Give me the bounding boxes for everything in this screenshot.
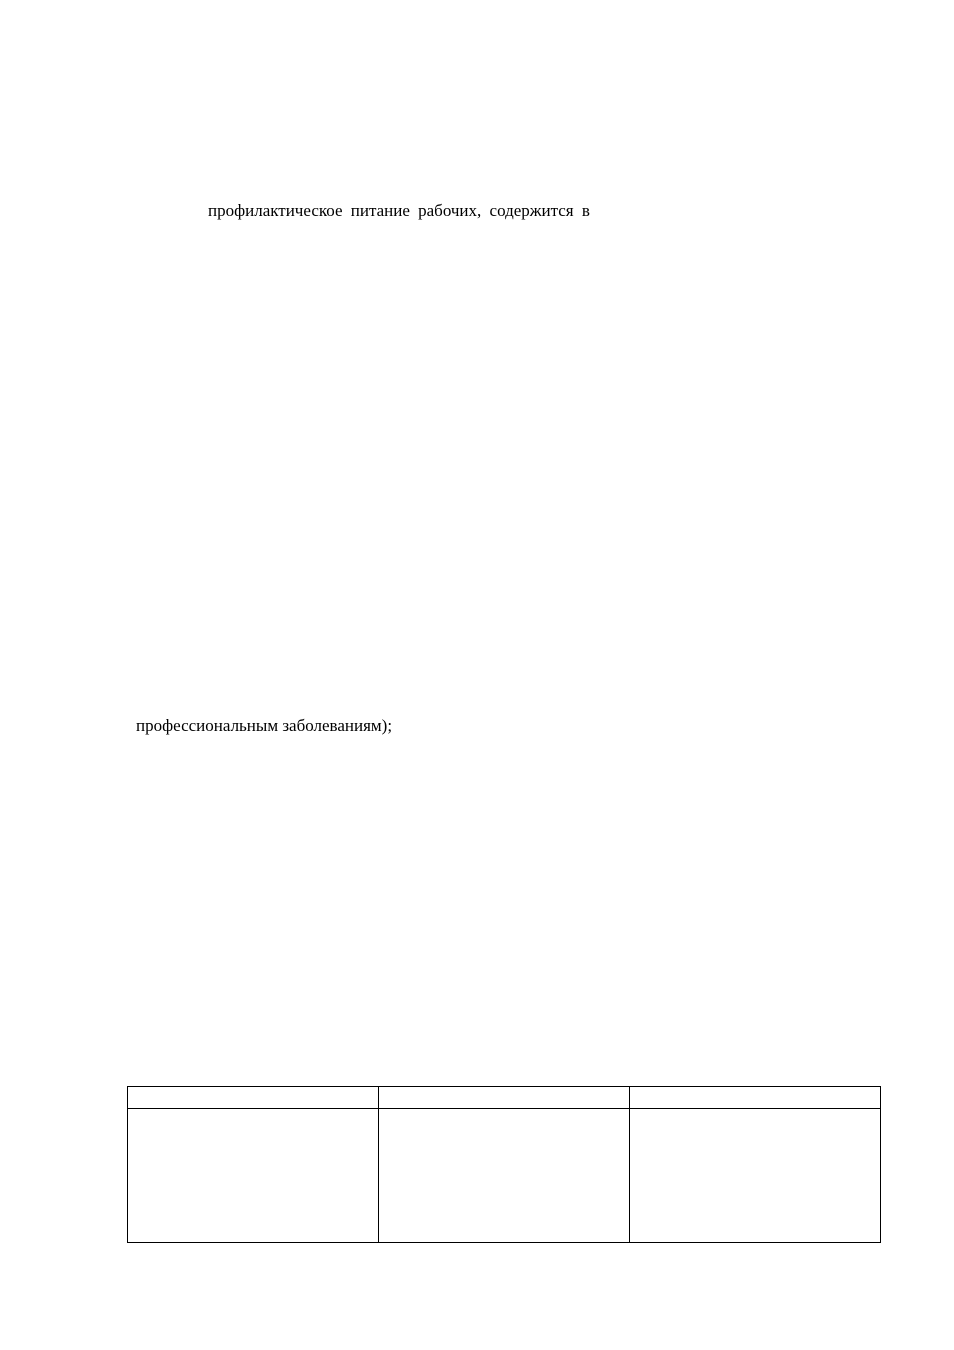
table-header-cell — [379, 1087, 630, 1109]
table-header-cell — [630, 1087, 881, 1109]
paragraph-text-2: профессиональным заболеваниям); — [136, 716, 393, 735]
table-header-cell — [128, 1087, 379, 1109]
table-row — [128, 1109, 881, 1243]
table-cell — [630, 1109, 881, 1243]
table-cell — [128, 1109, 379, 1243]
table-cell — [379, 1109, 630, 1243]
table-header-row — [128, 1087, 881, 1109]
paragraph-text-1: профилактическое питание рабочих, содержится в — [208, 201, 590, 220]
data-table — [127, 1086, 881, 1243]
